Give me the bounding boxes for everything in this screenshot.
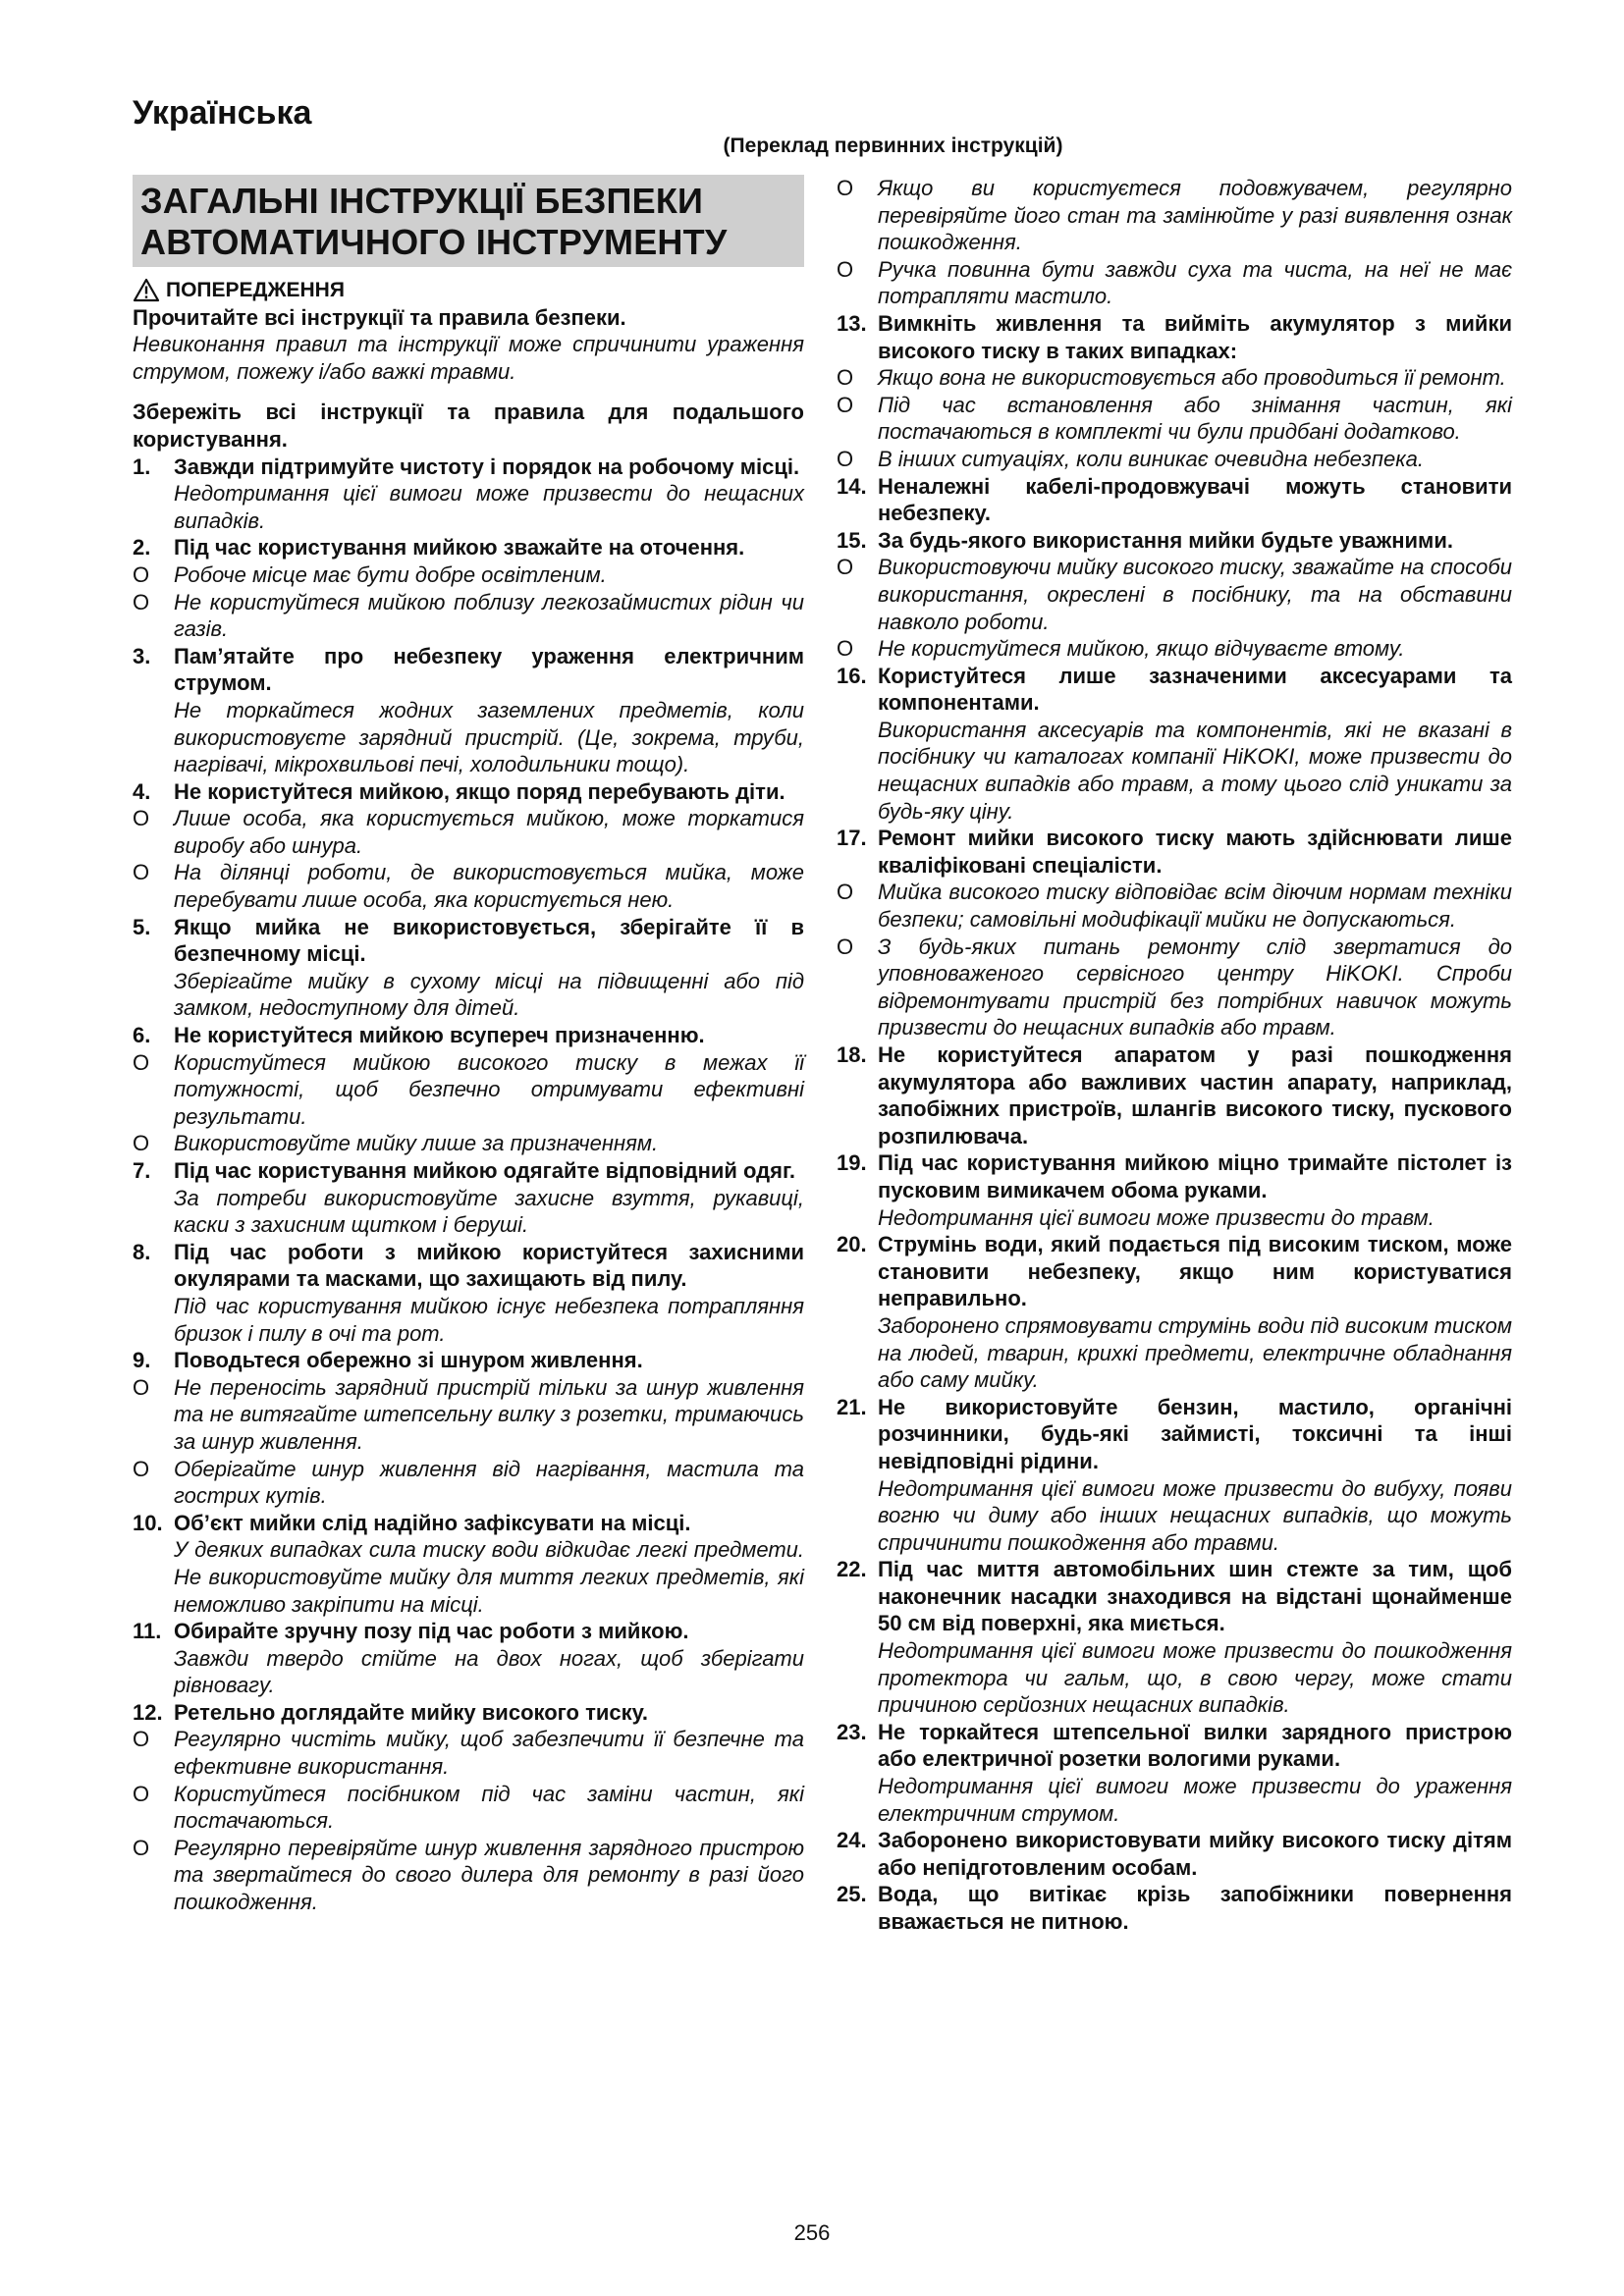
item-description: У деяких випадках сила тиску води відкидає легкі предмети. Не використовуйте мийку для миття легких предметів, які неможливо закріпити на місці. xyxy=(174,1537,804,1617)
item-number: 22. xyxy=(837,1557,867,1582)
bullet-circle-icon: O xyxy=(133,806,150,831)
item-number: 10. xyxy=(133,1510,163,1535)
item-title: Пам’ятайте про небезпеку ураження електричним струмом. xyxy=(174,643,804,696)
item-title: Обирайте зручну позу під час роботи з мийкою. xyxy=(174,1619,689,1644)
safety-item xyxy=(837,663,1512,826)
item-number: 23. xyxy=(837,1719,867,1744)
item-heading xyxy=(837,1231,1512,1394)
safety-item xyxy=(837,310,1512,473)
item-description: Використання аксесуарів та компонентів, які не вказані в посібнику чи каталогах компанії HiKOKI, може призвести до нещасних випадків або травм, а тому цього слід уникати за будь-яку ціну. xyxy=(878,717,1512,824)
safety-item xyxy=(837,825,1512,1041)
item-heading xyxy=(837,473,1512,527)
page-number: 256 xyxy=(793,2220,831,2245)
safety-item xyxy=(837,1231,1512,1394)
item-heading xyxy=(133,1618,804,1699)
item-body xyxy=(174,1510,804,1618)
safety-item xyxy=(133,1022,804,1157)
item-body xyxy=(174,1157,804,1239)
item-number: 2. xyxy=(133,535,151,561)
right-items-list xyxy=(837,310,1512,1936)
section-heading: ЗАГАЛЬНІ ІНСТРУКЦІЇ БЕЗПЕКИ АВТОМАТИЧНОГО ІНСТРУМЕНТУ xyxy=(133,175,804,267)
item-title: Не користуйтеся мийкою, якщо поряд перебувають діти. xyxy=(174,778,785,804)
safety-item xyxy=(133,643,804,778)
item-number: 3. xyxy=(133,643,151,668)
item-heading xyxy=(837,1827,1512,1881)
bullet-item xyxy=(837,446,1512,473)
item-heading xyxy=(133,914,804,1022)
left-column xyxy=(133,175,804,1916)
item-number: 11. xyxy=(133,1619,162,1644)
bullet-circle-icon: O xyxy=(133,1131,150,1156)
item-title: Струмінь води, який подається під високим тиском, може становити небезпеку, якщо ним користуватися неправильно. xyxy=(878,1232,1512,1311)
safety-item xyxy=(133,534,804,642)
item-body xyxy=(878,527,1512,555)
bullet-circle-icon: O xyxy=(837,176,854,200)
safety-item xyxy=(133,1510,804,1618)
item-description: Недотримання цієї вимоги може призвести до пошкодження протектора чи гальм, що, в свою чергу, може стати причиною серйозних нещасних випадків. xyxy=(878,1638,1512,1718)
item-title: Не користуйтеся мийкою всупереч призначенню. xyxy=(174,1023,705,1048)
bullet-text: Використовуючи мийку високого тиску, зважайте на способи використання, окреслені в посібнику, та на обставини навколо роботи. xyxy=(878,555,1512,634)
item-title: Вода, що витікає крізь запобіжники повернення вважається не питною. xyxy=(878,1882,1512,1934)
item-body xyxy=(878,310,1512,364)
safety-item xyxy=(133,778,804,914)
item-number: 1. xyxy=(133,454,151,479)
item-number: 8. xyxy=(133,1239,151,1264)
bullet-text: З будь-яких питань ремонту слід звертатися до уповноваженого сервісного центру HiKOKI. Спроби відремонтувати пристрій без потрібних навичок можуть призвести до нещасних випадків або травм. xyxy=(878,934,1512,1041)
item-body xyxy=(878,1881,1512,1935)
item-title: Під час користування мийкою зважайте на оточення. xyxy=(174,535,745,561)
item-title: Неналежні кабелі-продовжувачі можуть становити небезпеку. xyxy=(878,473,1512,526)
item-heading xyxy=(133,454,804,535)
bullet-circle-icon: O xyxy=(133,589,150,614)
item-body xyxy=(878,1231,1512,1394)
item-heading xyxy=(837,1041,1512,1149)
bullet-item xyxy=(133,1130,804,1157)
item-body xyxy=(878,473,1512,527)
right-lead-bullets xyxy=(837,175,1512,310)
item-title: За будь-якого використання мийки будьте уважними. xyxy=(878,527,1453,553)
item-body xyxy=(174,643,804,778)
translation-subtitle: (Переклад первинних інструкцій) xyxy=(723,134,1063,157)
item-body xyxy=(878,825,1512,879)
item-body xyxy=(174,454,804,535)
item-title: Вимкніть живлення та вийміть акумулятор з мийки високого тиску в таких випадках: xyxy=(878,310,1512,363)
item-number: 24. xyxy=(837,1828,867,1853)
bullet-item xyxy=(837,635,1512,663)
item-body xyxy=(174,1022,804,1049)
bullet-item xyxy=(133,1781,804,1835)
bullet-circle-icon: O xyxy=(837,446,854,471)
item-number: 6. xyxy=(133,1023,151,1048)
item-title: Заборонено використовувати мийку високого тиску дітям або непідготовленим особам. xyxy=(878,1828,1512,1880)
intro-italic: Невиконання правил та інструкції може спричинити ураження струмом, пожежу і/або важкі травми. xyxy=(133,332,804,384)
bullet-circle-icon: O xyxy=(837,256,854,282)
item-heading xyxy=(837,1394,1512,1557)
bullet-text: Оберігайте шнур живлення від нагрівання, мастила та гострих кутів. xyxy=(174,1456,804,1509)
bullet-text: Робоче місце має бути добре освітленим. xyxy=(174,561,607,587)
bullet-item xyxy=(133,859,804,913)
bullet-text: Використовуйте мийку лише за призначенням. xyxy=(174,1131,659,1156)
bullet-circle-icon: O xyxy=(133,1835,150,1860)
bullet-item xyxy=(133,1374,804,1456)
item-description: Під час користування мийкою існує небезпека потрапляння бризок і пилу в очі та рот. xyxy=(174,1293,804,1346)
item-description: Заборонено спрямовувати струмінь води під високим тиском на людей, тварин, крихкі предмети, електричне обладнання або саму мийку. xyxy=(878,1312,1512,1393)
safety-item xyxy=(837,473,1512,527)
bullet-text: Мийка високого тиску відповідає всім діючим нормам техніки безпеки; самовільні модифікації мийки не допускаються. xyxy=(878,880,1512,933)
item-body xyxy=(878,1149,1512,1231)
item-description: За потреби використовуйте захисне взуття, рукавиці, каски з захисним щитком і беруші. xyxy=(174,1185,804,1238)
safety-item xyxy=(837,1556,1512,1719)
bullet-text: На ділянці роботи, де використовується мийка, може перебувати лише особа, яка користується нею. xyxy=(174,860,804,913)
item-description: Недотримання цієї вимоги може призвести до ураження електричним струмом. xyxy=(878,1774,1512,1826)
item-title: Під час користування мийкою міцно тримайте пістолет із пусковим вимикачем обома руками. xyxy=(878,1150,1512,1202)
item-heading xyxy=(837,663,1512,826)
bullet-circle-icon: O xyxy=(133,1781,150,1806)
bullet-item xyxy=(133,805,804,859)
item-number: 19. xyxy=(837,1150,867,1176)
bullet-item xyxy=(837,392,1512,446)
bullet-text: В інших ситуаціях, коли виникає очевидна небезпека. xyxy=(878,446,1424,471)
item-number: 14. xyxy=(837,473,867,499)
item-description: Не торкайтеся жодних заземлених предметів, коли використовуєте зарядний пристрій. (Це, зокрема, труби, нагрівачі, мікрохвильові печі, холодильники тощо). xyxy=(174,697,804,777)
bullet-text: Регулярно чистіть мийку, щоб забезпечити її безпечне та ефективне використання. xyxy=(174,1727,804,1780)
safety-item xyxy=(837,1041,1512,1149)
item-body xyxy=(174,1239,804,1347)
language-title: Українська xyxy=(133,94,312,132)
item-number: 13. xyxy=(837,310,867,336)
bullet-text: Якщо ви користуєтеся подовжувачем, регулярно перевіряйте його стан та замінюйте у разі виявлення ознак пошкодження. xyxy=(878,176,1512,255)
item-body xyxy=(878,1041,1512,1149)
item-heading xyxy=(133,1699,804,1727)
item-title: Під час роботи з мийкою користуйтеся захисними окулярами та масками, що захищають від пилу. xyxy=(174,1239,804,1292)
item-title: Під час миття автомобільних шин стежте за тим, щоб наконечник насадки знаходився на відстані щонайменше 50 см від поверхні, яка миється. xyxy=(878,1557,1512,1636)
item-number: 21. xyxy=(837,1394,867,1419)
item-heading xyxy=(837,1149,1512,1231)
bullet-text: Не переносіть зарядний пристрій тільки за шнур живлення та не витягайте штепсельну вилку з розетки, тримаючись за шнур живлення. xyxy=(174,1374,804,1454)
item-title: Якщо мийка не використовується, зберігайте її в безпечному місці. xyxy=(174,914,804,967)
item-description: Завжди твердо стійте на двох ногах, щоб зберігати рівновагу. xyxy=(174,1645,804,1698)
item-heading xyxy=(133,1022,804,1049)
item-number: 20. xyxy=(837,1232,867,1257)
bullet-text: Не користуйтеся мийкою, якщо відчуваєте втому. xyxy=(878,636,1405,662)
bullet-item xyxy=(837,364,1512,392)
warning-block xyxy=(133,277,804,304)
safety-item xyxy=(133,454,804,535)
item-title: Об’єкт мийки слід надійно зафіксувати на місці. xyxy=(174,1510,691,1535)
item-description: Недотримання цієї вимоги може призвести до травм. xyxy=(878,1204,1435,1230)
safety-item xyxy=(133,1618,804,1699)
bullet-circle-icon: O xyxy=(133,860,150,885)
safety-item xyxy=(133,1699,804,1916)
right-column xyxy=(837,175,1512,1936)
item-title: Не торкайтеся штепсельної вилки зарядного пристрою або електричної розетки вологими руками. xyxy=(878,1719,1512,1772)
bullet-item xyxy=(837,879,1512,933)
item-heading xyxy=(837,527,1512,555)
bullet-text: Якщо вона не використовується або проводиться її ремонт. xyxy=(878,365,1506,391)
item-heading xyxy=(837,1556,1512,1719)
item-body xyxy=(174,1699,804,1727)
safety-item xyxy=(837,1881,1512,1935)
item-number: 17. xyxy=(837,826,867,851)
item-body xyxy=(878,663,1512,826)
safety-item xyxy=(133,1239,804,1347)
item-heading xyxy=(133,1347,804,1374)
item-number: 25. xyxy=(837,1882,867,1907)
item-body xyxy=(174,534,804,561)
item-title: Не використовуйте бензин, мастило, органічні розчинники, будь-які займисті, токсичні та інші невідповідні рідини. xyxy=(878,1394,1512,1473)
bullet-circle-icon: O xyxy=(837,555,854,580)
item-number: 15. xyxy=(837,527,867,553)
item-description: Недотримання цієї вимоги може призвести до вибуху, появи вогню чи диму або інших нещасних випадків, що можуть спричинити пошкодження або травми. xyxy=(878,1475,1512,1555)
safety-item xyxy=(133,1347,804,1510)
item-title: Поводьтеся обережно зі шнуром живлення. xyxy=(174,1348,643,1373)
item-body xyxy=(174,1618,804,1699)
save-note: Збережіть всі інструкції та правила для подальшого користування. xyxy=(133,400,804,452)
item-heading xyxy=(133,778,804,806)
bullet-text: Не користуйтеся мийкою поблизу легкозаймистих рідин чи газів. xyxy=(174,589,804,642)
warning-triangle-icon xyxy=(133,278,160,302)
bullet-circle-icon: O xyxy=(837,636,854,662)
safety-item xyxy=(837,527,1512,663)
item-heading xyxy=(133,643,804,778)
item-body xyxy=(878,1556,1512,1719)
bullet-text: Користуйтеся мийкою високого тиску в межах її потужності, щоб безпечно отримувати ефективні результати. xyxy=(174,1049,804,1129)
item-description: Зберігайте мийку в сухому місці на підвищенні або під замком, недоступному для дітей. xyxy=(174,968,804,1021)
item-title: Користуйтеся лише зазначеними аксесуарами та компонентами. xyxy=(878,663,1512,716)
item-heading xyxy=(837,825,1512,879)
bullet-item xyxy=(837,175,1512,256)
bullet-item xyxy=(133,589,804,643)
item-body xyxy=(878,1394,1512,1557)
item-body xyxy=(174,778,804,806)
item-number: 7. xyxy=(133,1158,151,1183)
item-heading xyxy=(133,1239,804,1347)
bullet-circle-icon: O xyxy=(133,1456,150,1481)
item-body xyxy=(174,914,804,1022)
bullet-item xyxy=(133,1456,804,1510)
bullet-circle-icon: O xyxy=(837,365,854,391)
item-title: Не користуйтеся апаратом у разі пошкодження акумулятора або важливих частин апарату, наприклад, запобіжних пристроїв, шлангів високого тиску, пускового розпилювача. xyxy=(878,1042,1512,1148)
safety-item xyxy=(837,1394,1512,1557)
item-body xyxy=(878,1719,1512,1827)
bullet-item xyxy=(837,256,1512,310)
safety-item xyxy=(133,1157,804,1239)
item-number: 4. xyxy=(133,778,151,804)
item-heading xyxy=(133,1157,804,1239)
safety-item xyxy=(133,914,804,1022)
safety-item xyxy=(837,1827,1512,1881)
bullet-item xyxy=(133,1726,804,1780)
item-heading xyxy=(133,534,804,561)
bullet-text: Регулярно перевіряйте шнур живлення зарядного пристрою та звертайтеся до свого дилера для ремонту в разі його пошкодження. xyxy=(174,1835,804,1915)
item-heading xyxy=(837,1719,1512,1827)
item-number: 12. xyxy=(133,1699,163,1725)
item-title: Ремонт мийки високого тиску мають здійснювати лише кваліфіковані спеціалісти. xyxy=(878,826,1512,878)
bullet-circle-icon: O xyxy=(133,561,150,587)
bullet-item xyxy=(837,554,1512,635)
bullet-item xyxy=(133,1835,804,1916)
item-title: Завжди підтримуйте чистоту і порядок на робочому місці. xyxy=(174,454,800,479)
bullet-item xyxy=(133,1049,804,1131)
safety-item xyxy=(837,1149,1512,1231)
bullet-text: Користуйтеся посібником під час заміни частин, які постачаються. xyxy=(174,1781,804,1834)
intro-bold: Прочитайте всі інструкції та правила безпеки. xyxy=(133,304,626,330)
item-number: 16. xyxy=(837,663,867,688)
item-heading xyxy=(837,310,1512,364)
bullet-item xyxy=(133,561,804,589)
safety-item xyxy=(837,1719,1512,1827)
bullet-text: Під час встановлення або знімання частин, які постачаються в комплекті чи були придбані додатково. xyxy=(878,392,1512,445)
bullet-item xyxy=(837,934,1512,1041)
warning-label: ПОПЕРЕДЖЕННЯ xyxy=(166,279,345,301)
bullet-circle-icon: O xyxy=(837,392,854,417)
item-heading xyxy=(133,1510,804,1618)
item-description: Недотримання цієї вимоги може призвести до нещасних випадків. xyxy=(174,481,804,533)
item-number: 9. xyxy=(133,1348,151,1373)
bullet-circle-icon: O xyxy=(133,1374,150,1400)
item-body xyxy=(174,1347,804,1374)
bullet-circle-icon: O xyxy=(133,1727,150,1752)
item-number: 18. xyxy=(837,1042,867,1067)
item-heading xyxy=(837,1881,1512,1935)
bullet-text: Ручка повинна бути завжди суха та чиста, на неї не має потрапляти мастило. xyxy=(878,256,1512,309)
item-title: Під час користування мийкою одягайте відповідний одяг. xyxy=(174,1158,796,1183)
left-items-list xyxy=(133,454,804,1916)
item-number: 5. xyxy=(133,914,151,939)
bullet-text: Лише особа, яка користується мийкою, може торкатися виробу або шнура. xyxy=(174,806,804,858)
bullet-circle-icon: O xyxy=(133,1049,150,1075)
item-body xyxy=(878,1827,1512,1881)
bullet-circle-icon: O xyxy=(837,880,854,905)
item-title: Ретельно доглядайте мийку високого тиску. xyxy=(174,1699,649,1725)
bullet-circle-icon: O xyxy=(837,934,854,959)
